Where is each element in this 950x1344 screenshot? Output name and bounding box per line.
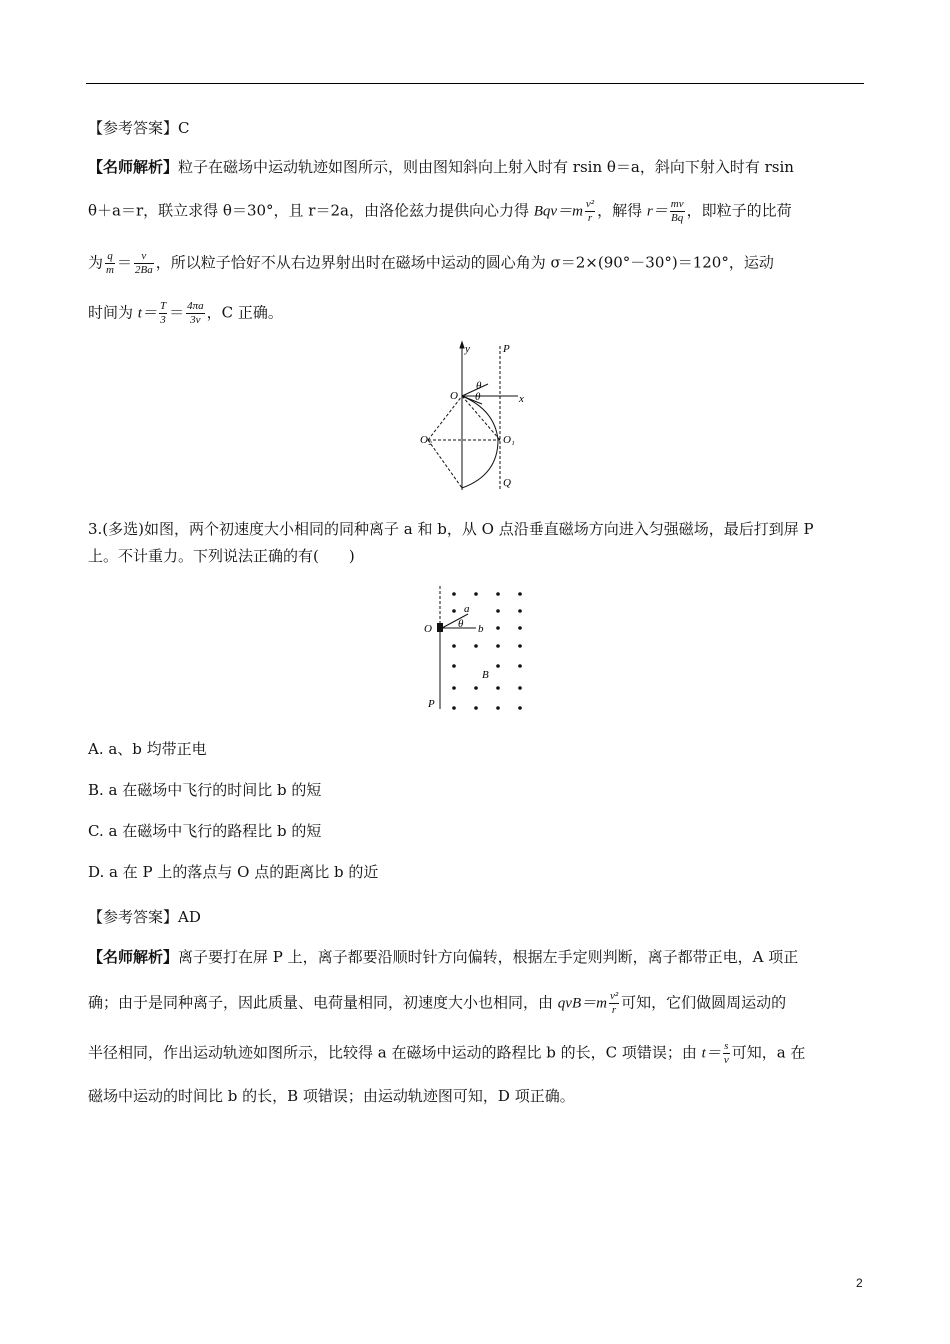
- source-block: [437, 623, 443, 632]
- label-q: Q: [503, 477, 511, 489]
- label-theta-2: θ: [475, 391, 481, 403]
- label-b: b: [478, 623, 484, 635]
- label-b-field: B: [482, 669, 489, 681]
- velocity-a-arrow: [442, 614, 468, 628]
- option-d: D. a 在 P 上的落点与 O 点的距离比 b 的近: [88, 863, 379, 881]
- question-3-line-2: 上。不计重力。下列说法正确的有( ): [88, 547, 355, 565]
- y-axis-arrow-icon: [460, 342, 464, 348]
- radius-o2-bottom: [428, 440, 462, 488]
- option-c: C. a 在磁场中飞行的路程比 b 的短: [88, 822, 322, 840]
- radius-o1-o: [462, 396, 500, 440]
- analysis-1-line-3: 为 $\frac{q}{m}$ ＝ $\frac{v}{2Ba}$ ，所以粒子恰好不从右边界射出时在磁场中运动的圆心角为 σ＝2×(90°－30°)＝120°，运动: [88, 250, 774, 276]
- analysis-2-line-2: 确；由于是同种离子，因此质量、电荷量相同，初速度大小也相同，由 qvB＝m $\frac{\text{v²}}{r}$ 可知，它们做圆周运动的: [88, 990, 787, 1016]
- fraction-v-over-2ba: $\frac{v}{2Ba}$: [134, 250, 153, 276]
- fraction-mv-over-bq: $\frac{mv}{Bq}$: [670, 198, 684, 224]
- label-p: P: [503, 343, 510, 355]
- fraction-4pia-over-3v: $\frac{4\pi a}{3v}$: [187, 300, 204, 326]
- label-y: y: [465, 343, 470, 355]
- label-x: x: [519, 393, 524, 405]
- reference-answer-2: 【参考答案】AD: [88, 908, 201, 926]
- option-a: A. a、b 均带正电: [88, 740, 207, 758]
- analysis-1-line-4: 时间为 t＝ $\frac{T}{3}$ ＝ $\frac{4\pi a}{3v}$ ，C 正确。: [88, 300, 283, 326]
- label-o: O: [424, 623, 432, 635]
- label-theta-1: θ: [476, 380, 482, 392]
- label-o2: O₂: [420, 434, 432, 446]
- fraction-s-over-v: $\frac{s}{v}$: [723, 1040, 729, 1066]
- fraction-t-over-3: $\frac{T}{3}$: [159, 300, 167, 326]
- label-o: O: [450, 390, 458, 402]
- trajectory-arc: [462, 396, 498, 488]
- question-3-line-1: 3.(多选)如图，两个初速度大小相同的同种离子 a 和 b，从 O 点沿垂直磁场方向进入匀强磁场，最后打到屏 P: [88, 520, 814, 538]
- reference-answer-1: 【参考答案】C: [88, 119, 190, 137]
- label-p: P: [428, 698, 435, 710]
- analysis-2-line-4: 磁场中运动的时间比 b 的长，B 项错误；由运动轨迹图可知，D 项正确。: [88, 1087, 575, 1105]
- option-b: B. a 在磁场中飞行的时间比 b 的短: [88, 781, 322, 799]
- analysis-2-line-1: 【名师解析】离子要打在屏 P 上，离子都要沿顺时针方向偏转，根据左手定则判断，离子都带正电，A 项正: [88, 948, 799, 966]
- analysis-2-line-3: 半径相同，作出运动轨迹如图所示，比较得 a 在磁场中运动的路程比 b 的长，C 项错误；由 t＝ $\frac{s}{v}$ 可知，a 在: [88, 1040, 806, 1066]
- fraction-v2-over-r: $\frac{\text{v²}}{r}$: [585, 198, 595, 224]
- trajectory-figure-1: [420, 340, 540, 495]
- magnetic-field-figure: [420, 584, 530, 714]
- label-a: a: [464, 603, 470, 615]
- page-number: 2: [856, 1276, 863, 1290]
- label-o1: O₁: [503, 434, 515, 446]
- header-rule: [86, 83, 864, 84]
- fraction-v2-over-r-2: $\frac{\text{v²}}{r}$: [609, 990, 619, 1016]
- field-dots: [452, 592, 522, 710]
- analysis-1-line-2: θ＋a＝r，联立求得 θ＝30°，且 r＝2a，由洛伦兹力提供向心力得 Bqv＝m $\frac{\text{v²}}{r}$ ，解得 r＝ $\frac{mv}{Bq}$ ，即粒子的比荷: [88, 198, 792, 224]
- radius-o2-o: [428, 396, 462, 440]
- fraction-q-over-m: $\frac{q}{m}$: [106, 250, 114, 276]
- label-theta: θ: [458, 618, 464, 630]
- analysis-1-line-1: 【名师解析】粒子在磁场中运动轨迹如图所示，则由图知斜向上射入时有 rsin θ＝a，斜向下射入时有 rsin: [88, 158, 794, 176]
